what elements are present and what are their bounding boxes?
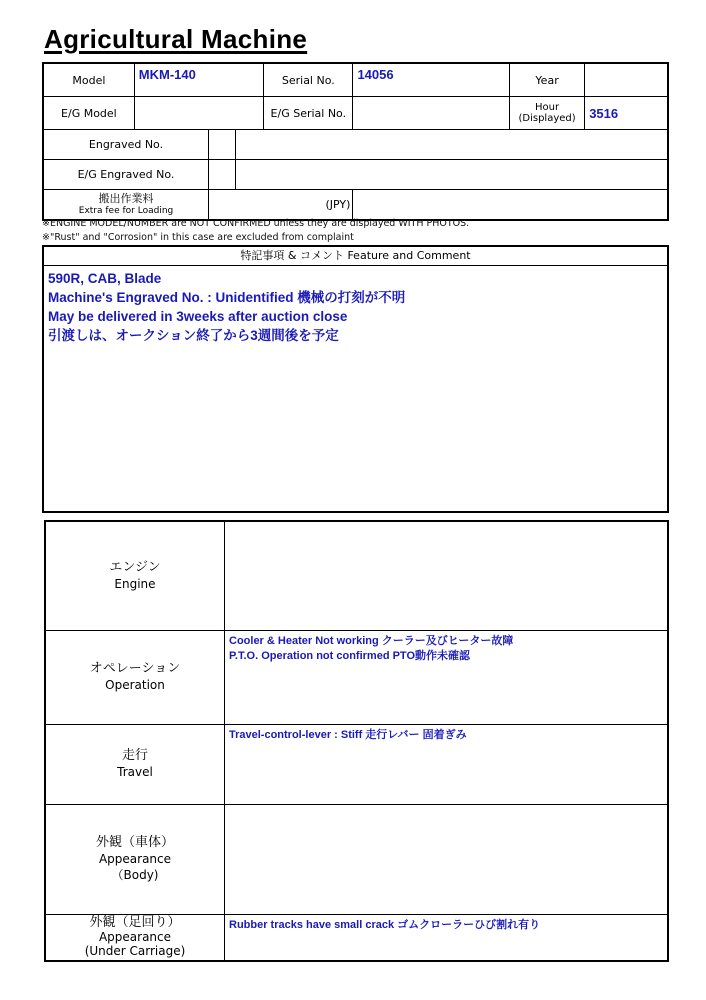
- engraved-label: Engraved No.: [43, 130, 209, 160]
- serial-value: 14056: [353, 63, 510, 97]
- loading-fee-label-en: Extra fee for Loading: [78, 205, 174, 216]
- model-value: MKM-140: [134, 63, 263, 97]
- appearance-undercarriage-label-jp: 外観（足回り）: [89, 915, 181, 931]
- appearance-undercarriage-comment-line: Rubber tracks have small crack ゴムクローラーひび割れ有り: [229, 918, 541, 931]
- appearance-undercarriage-label: [45, 914, 225, 961]
- page-title: Agricultural Machine: [44, 24, 308, 54]
- comment-line: 590R, CAB, Blade: [48, 271, 162, 286]
- loading-fee-currency: (JPY): [209, 190, 353, 221]
- loading-fee-value: [353, 190, 668, 221]
- travel-label: [45, 724, 225, 804]
- appearance-body-label-en2: （Body): [111, 868, 159, 882]
- engine-label: [45, 521, 225, 630]
- serial-label: Serial No.: [264, 63, 353, 97]
- appearance-body-label: [45, 804, 225, 914]
- engine-comment: [225, 521, 669, 630]
- loading-fee-label: [43, 190, 209, 221]
- eg-model-label: E/G Model: [43, 97, 134, 130]
- engine-label-en: Engine: [114, 576, 156, 591]
- appearance-body-label-jp: 外観（車体）: [95, 835, 174, 850]
- model-label: Model: [43, 63, 134, 97]
- condition-table: [44, 520, 669, 962]
- appearance-body-label-en: Appearance: [98, 852, 172, 866]
- machine-info-table: [42, 62, 669, 221]
- appearance-undercarriage-label-en2: (Under Carriage): [84, 944, 186, 959]
- eg-engraved-label: E/G Engraved No.: [43, 160, 209, 190]
- hour-value: 3516: [585, 97, 668, 130]
- note-rust: ※"Rust" and "Corrosion" in this case are excluded from complaint: [42, 232, 354, 243]
- operation-comment-line: Cooler & Heater Not working クーラー及びヒーター故障: [229, 634, 514, 647]
- loading-fee-label-jp: 搬出作業料: [98, 191, 154, 205]
- note-engine: ※ENGINE MODEL/NUMBER are NOT CONFIRMED unless they are displayed WITH PHOTOS.: [42, 218, 470, 229]
- engine-label-jp: エンジン: [109, 559, 161, 575]
- travel-comment: [225, 724, 669, 804]
- eg-serial-value: [353, 97, 510, 130]
- year-value: [585, 63, 668, 97]
- year-label: Year: [509, 63, 584, 97]
- comment-heading: 特記事項 & コメント Feature and Comment: [44, 247, 667, 266]
- comment-line: May be delivered in 3weeks after auction close: [48, 309, 348, 324]
- operation-comment-line: P.T.O. Operation not confirmed PTO動作未確認: [229, 649, 471, 662]
- operation-label: [45, 630, 225, 724]
- operation-comment: [225, 630, 669, 724]
- comment-body: [44, 266, 667, 348]
- hour-label-line2: (Displayed): [518, 113, 576, 124]
- engraved-box: [209, 130, 236, 160]
- appearance-undercarriage-label-en: Appearance: [98, 930, 172, 945]
- eg-model-value: [134, 97, 263, 130]
- comment-line: 引渡しは、オークション終了から3週間後を予定: [48, 328, 339, 343]
- operation-label-en: Operation: [105, 678, 165, 692]
- comment-line: Machine's Engraved No. : Unidentified 機械の打刻が不明: [48, 290, 406, 305]
- hour-label: [509, 97, 584, 130]
- operation-label-jp: オペレーション: [89, 661, 181, 676]
- eg-engraved-box: [209, 160, 236, 190]
- travel-label-en: Travel: [117, 765, 153, 779]
- travel-label-jp: 走行: [121, 748, 148, 763]
- engraved-value: [236, 130, 668, 160]
- eg-serial-label: E/G Serial No.: [264, 97, 353, 130]
- travel-comment-line: Travel-control-lever : Stiff 走行レバー 固着ぎみ: [229, 728, 467, 741]
- appearance-body-comment: [225, 804, 669, 914]
- hour-label-line1: Hour: [535, 102, 560, 113]
- appearance-undercarriage-comment: [225, 914, 669, 961]
- eg-engraved-value: [236, 160, 668, 190]
- comment-section: [42, 245, 669, 513]
